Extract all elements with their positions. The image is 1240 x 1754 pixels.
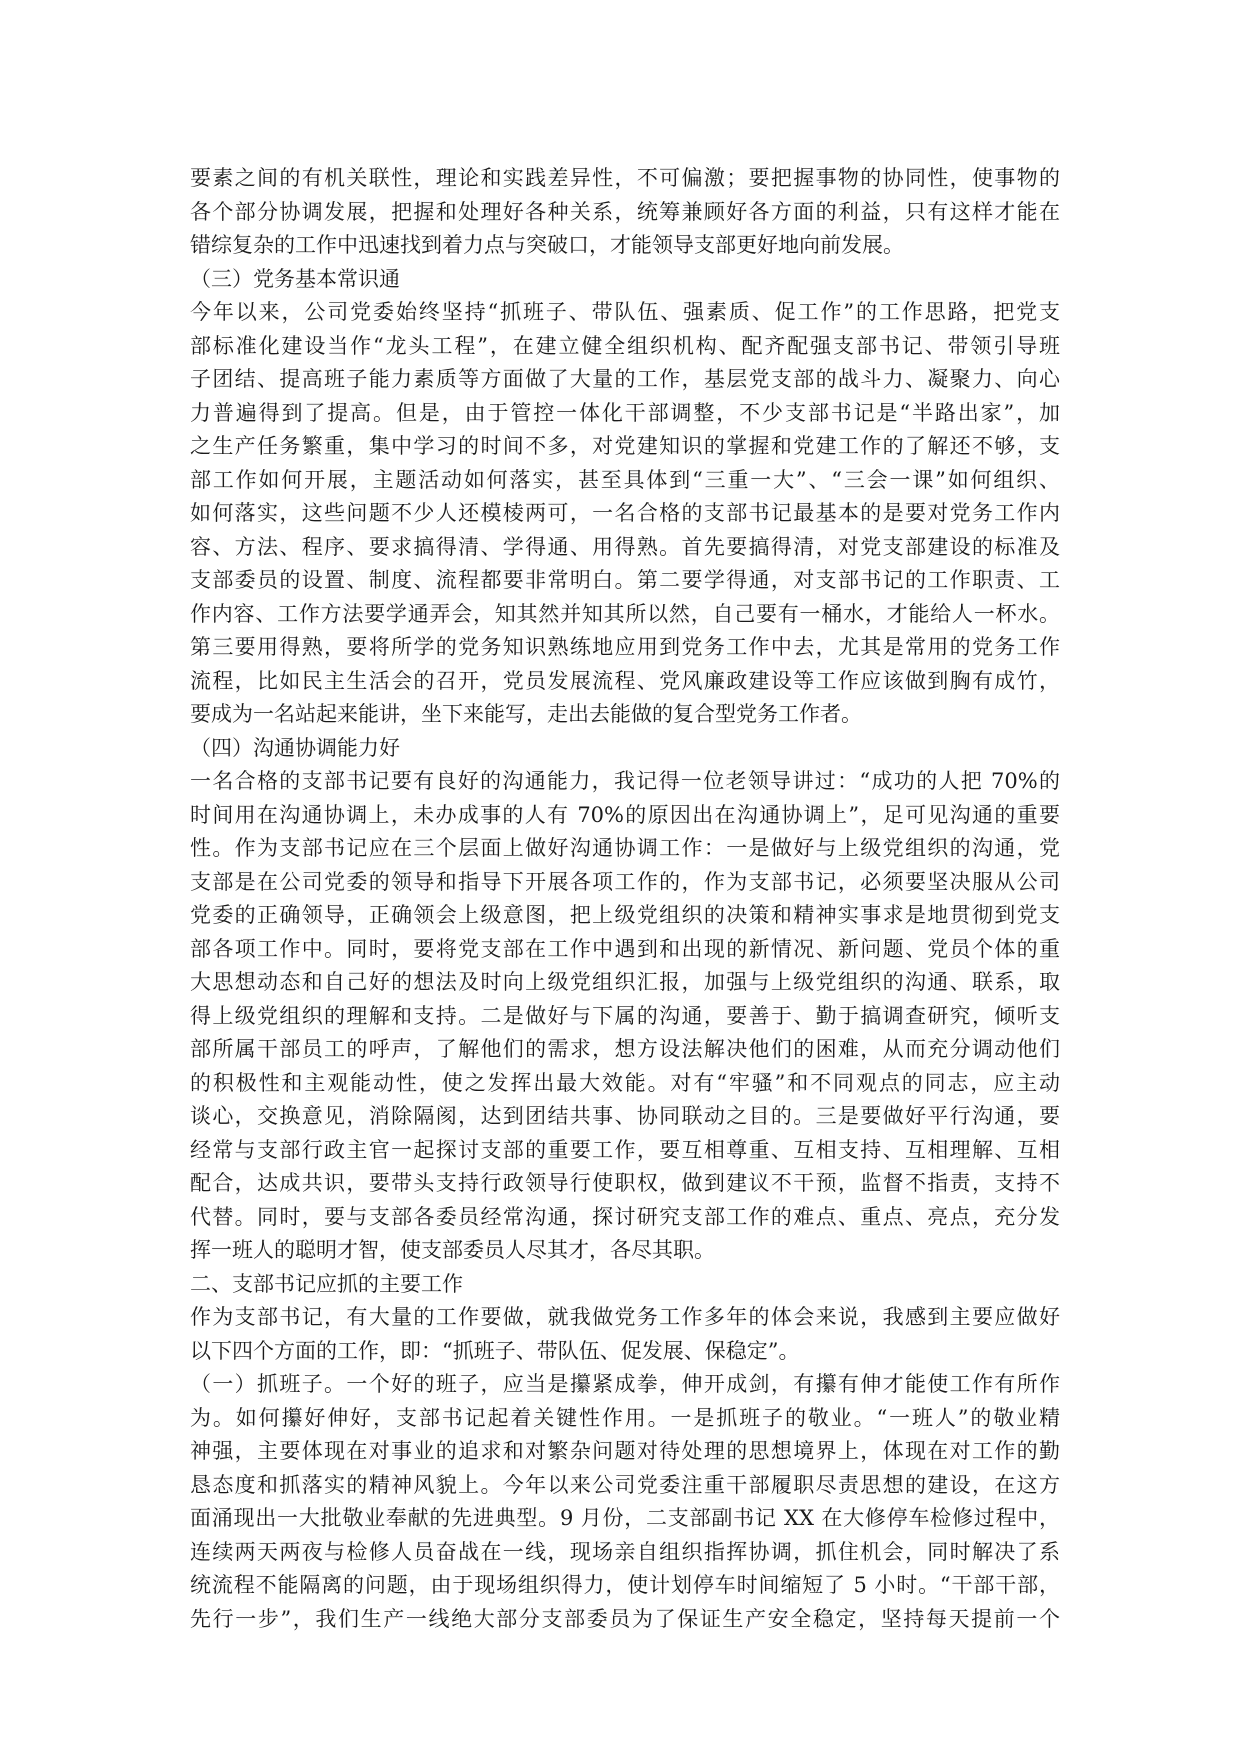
text-line: 挥一班人的聪明才智，使支部委员人尽其才，各尽其职。: [190, 1238, 715, 1262]
text-line: 第三要用得熟，要将所学的党务知识熟练地应用到党务工作中去，尤其是常用的党务工作: [190, 635, 1060, 659]
text-line: 大思想动态和自己好的想法及时向上级党组织汇报，加强与上级党组织的沟通、联系，取: [190, 970, 1060, 994]
text-line: （四）沟通协调能力好: [190, 735, 400, 760]
text-line: 代替。同时，要与支部各委员经常沟通，探讨研究支部工作的难点、重点、亮点，充分发: [190, 1204, 1060, 1229]
text-line: 支部是在公司党委的领导和指导下开展各项工作的，作为支部书记，必须要坚决服从公司: [190, 869, 1060, 894]
text-line: 支部委员的设置、制度、流程都要非常明白。第二要学得通，对支部书记的工作职责、工: [190, 568, 1060, 592]
text-line: 时间用在沟通协调上，未办成事的人有 70%的原因出在沟通协调上”，足可见沟通的重要: [190, 802, 1060, 827]
text-line: 面涌现出一大批敬业奉献的先进典型。9 月份，二支部副书记 XX 在大修停车检修过程中，: [190, 1506, 1060, 1530]
text-line: 为。如何攥好伸好，支部书记起着关键性作用。一是抓班子的敬业。“一班人”的敬业精: [190, 1405, 1060, 1430]
text-line: 流程，比如民主生活会的召开，党员发展流程、党风廉政建设等工作应该做到胸有成竹，: [190, 668, 1060, 693]
text-line: 部工作如何开展，主题活动如何落实，甚至具体到“三重一大”、“三会一课”如何组织、: [190, 467, 1060, 492]
text-line: 连续两天两夜与检修人员奋战在一线，现场亲自组织指挥协调，抓住机会，同时解决了系: [190, 1539, 1060, 1564]
text-line: 配合，达成共识，要带头支持行政领导行使职权，做到建议不干预，监督不指责，支持不: [190, 1171, 1060, 1195]
text-line: （三）党务基本常识通: [190, 266, 400, 291]
text-line: 错综复杂的工作中迅速找到着力点与突破口，才能领导支部更好地向前发展。: [190, 233, 904, 257]
text-line: 部所属干部员工的呼声，了解他们的需求，想方设法解决他们的困难，从而充分调动他们: [190, 1037, 1060, 1061]
text-line: 今年以来，公司党委始终坚持“抓班子、带队伍、强素质、促工作”的工作思路，把党支: [190, 300, 1060, 324]
text-line: 以下四个方面的工作，即：“抓班子、带队伍、促发展、保稳定”。: [190, 1338, 800, 1363]
text-line: 的积极性和主观能动性，使之发挥出最大效能。对有“牢骚”和不同观点的同志，应主动: [190, 1070, 1060, 1095]
text-line: 容、方法、程序、要求搞得清、学得通、用得熟。首先要搞得清，对党支部建设的标准及: [190, 534, 1060, 559]
text-line: 作为支部书记，有大量的工作要做，就我做党务工作多年的体会来说，我感到主要应做好: [190, 1305, 1060, 1329]
text-line: 神强，主要体现在对事业的追求和对繁杂问题对待处理的思想境界上，体现在对工作的勤: [190, 1439, 1060, 1463]
text-line: 部各项工作中。同时，要将党支部在工作中遇到和出现的新情况、新问题、党员个体的重: [190, 936, 1060, 961]
text-line: （一）抓班子。一个好的班子，应当是攥紧成拳，伸开成剑，有攥有伸才能使工作有所作: [190, 1372, 1060, 1396]
text-line: 之生产任务繁重，集中学习的时间不多，对党建知识的掌握和党建工作的了解还不够，支: [190, 434, 1060, 458]
text-line: 要素之间的有机关联性，理论和实践差异性，不可偏激；要把握事物的协同性，使事物的: [190, 166, 1060, 190]
text-line: 二、支部书记应抓的主要工作: [190, 1271, 463, 1296]
text-line: 一名合格的支部书记要有良好的沟通能力，我记得一位老领导讲过：“成功的人把 70%的: [190, 769, 1060, 793]
text-line: 经常与支部行政主官一起探讨支部的重要工作，要互相尊重、互相支持、互相理解、互相: [190, 1137, 1060, 1162]
text-line: 要成为一名站起来能讲，坐下来能写，走出去能做的复合型党务工作者。: [190, 702, 862, 726]
text-line: 恳态度和抓落实的精神风貌上。今年以来公司党委注重干部履职尽责思想的建设，在这方: [190, 1472, 1060, 1497]
text-line: 力普遍得到了提高。但是，由于管控一体化干部调整，不少支部书记是“半路出家”，加: [190, 400, 1060, 425]
document-page: [190, 162, 1060, 1636]
text-line: 作内容、工作方法要学通弄会，知其然并知其所以然，自己要有一桶水，才能给人一杯水。: [190, 601, 1060, 626]
text-line: 谈心，交换意见，消除隔阂，达到团结共事、协同联动之目的。三是要做好平行沟通，要: [190, 1104, 1060, 1128]
text-line: 先行一步”，我们生产一线绝大部分支部委员为了保证生产安全稳定，坚持每天提前一个: [190, 1606, 1060, 1631]
text-line: 党委的正确领导，正确领会上级意图，把上级党组织的决策和精神实事求是地贯彻到党支: [190, 903, 1060, 927]
text-line: 部标准化建设当作“龙头工程”，在建立健全组织机构、配齐配强支部书记、带领引导班: [190, 333, 1060, 358]
text-line: 子团结、提高班子能力素质等方面做了大量的工作，基层党支部的战斗力、凝聚力、向心: [190, 367, 1060, 391]
text-line: 得上级党组织的理解和支持。二是做好与下属的沟通，要善于、勤于搞调查研究，倾听支: [190, 1003, 1060, 1028]
text-line: 各个部分协调发展，把握和处理好各种关系，统筹兼顾好各方面的利益，只有这样才能在: [190, 199, 1060, 224]
text-line: 统流程不能隔离的问题，由于现场组织得力，使计划停车时间缩短了 5 小时。“干部干部，: [190, 1573, 1060, 1597]
text-line: 如何落实，这些问题不少人还模棱两可，一名合格的支部书记最基本的是要对党务工作内: [190, 501, 1060, 525]
text-line: 性。作为支部书记应在三个层面上做好沟通协调工作：一是做好与上级党组织的沟通，党: [190, 836, 1060, 860]
